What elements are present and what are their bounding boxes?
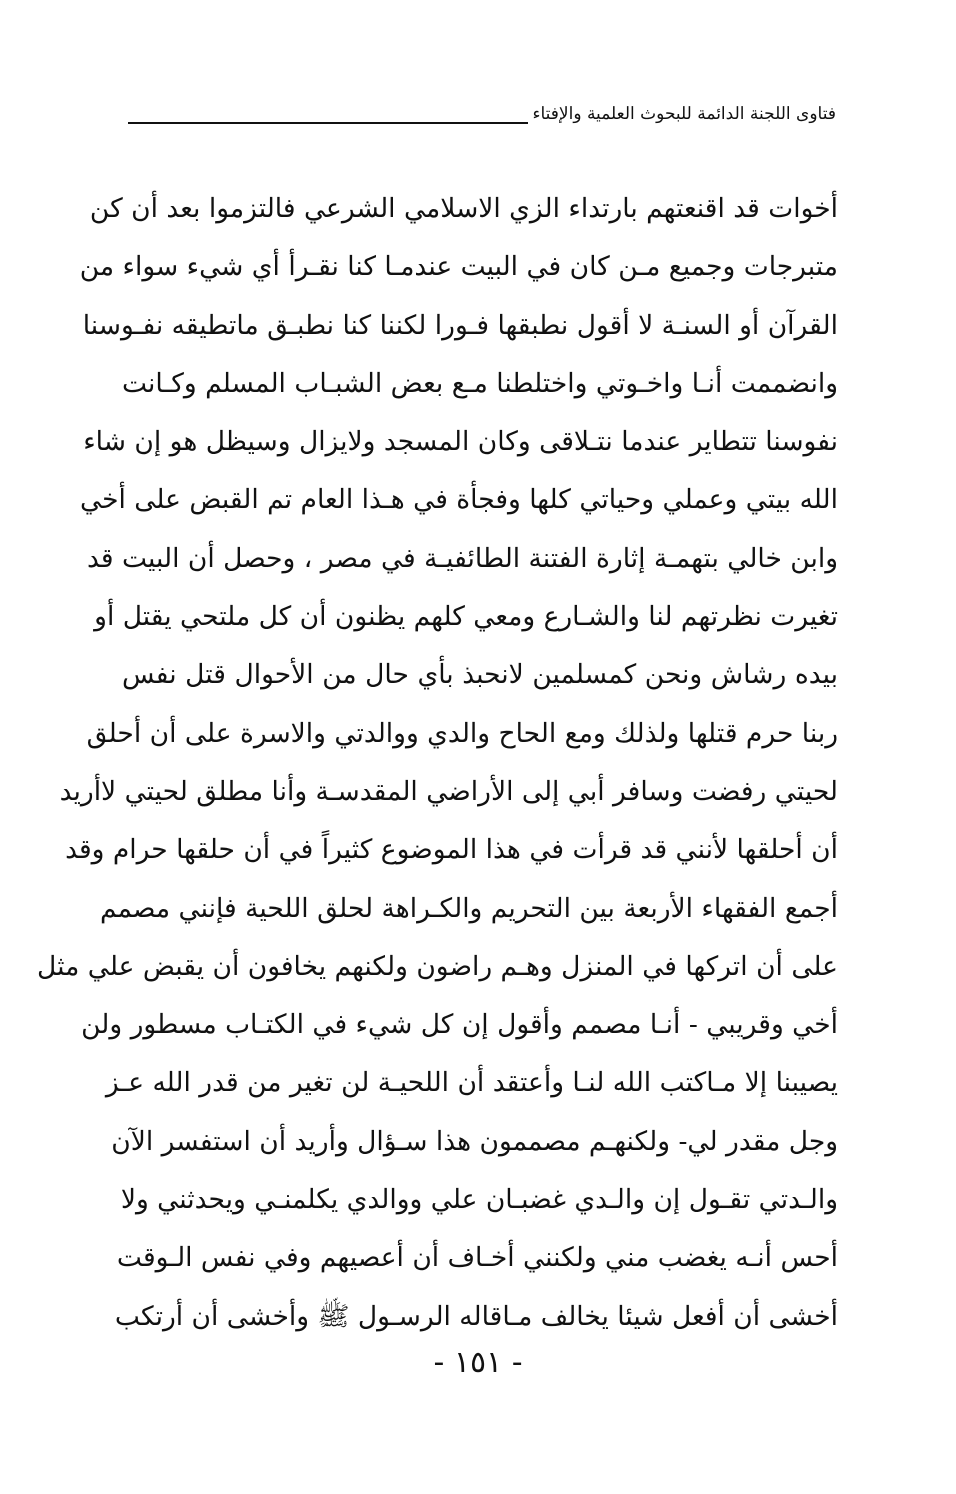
text-line: متبرجات وجميع مـن كان في البيت عندمـا كنا نقـرأ أي شيء سواء من <box>79 251 838 283</box>
running-header <box>128 98 836 132</box>
header-rule <box>128 122 528 124</box>
text-line: والـدتي تقـول إن والـدي غضبـان علي ووالدي يكلمنـي ويحدثني ولا <box>120 1184 838 1216</box>
text-line: أجمع الفقهاء الأربعة بين التحريم والكـراهة لحلق اللحية فإنني مصمم <box>99 892 838 924</box>
page-number: - ١٥١ - <box>433 1345 523 1380</box>
text-line: وانضممت أنـا واخـوتي واختلطنا مـع بعض الشبـاب المسلم وكـانت <box>122 367 838 399</box>
text-line: وابن خالي بتهمـة إثارة الفتنة الطائفيـة في مصر ، وحصل أن البيت قد <box>86 542 838 574</box>
text-line: على أن اتركها في المنزل وهـم راضون ولكنهم يخافون أن يقبض علي مثل <box>37 950 838 982</box>
text-line: أخشى أن أفعل شيئا يخالف مـاقاله الرسـول ﷺ وأخشى أن أرتكب <box>114 1300 838 1332</box>
text-line: تغيرت نظرتهم لنا والشـارع ومعي كلهم يظنون أن كل ملتحي يقتل أو <box>94 601 838 633</box>
text-line: أحس أنـه يغضب مني ولكنني أخـاف أن أعصيهم وفي نفس الـوقت <box>116 1242 838 1274</box>
text-line: نفوسنا تتطاير عندما نتـلاقى وكان المسجد ولايزال وسيظل هو إن شاء <box>83 426 838 458</box>
header-title: فتاوى اللجنة الدائمة للبحوث العلمية والإفتاء <box>532 104 836 124</box>
text-line: وجل مقدر لي- ولكنهـم مصممون هذا سـؤال وأريد أن استفسر الآن <box>111 1125 838 1157</box>
text-line: بيده رشاش ونحن كمسلمين لانحبذ بأي حال من الأحوال قتل نفس <box>122 659 838 691</box>
text-line: أن أحلقها لأنني قد قرأت في هذا الموضوع كثيراً في أن حلقها حرام وقد <box>65 834 838 866</box>
body-text <box>37 180 838 1346</box>
text-line: لحيتي رفضت وسافر أبي إلى الأراضي المقدسـة وأنا مطلق لحيتي لاأريد <box>59 775 838 807</box>
text-line: القرآن أو السنـة لا أقول نطبقها فـورا لكننا كنا نطبـق ماتطيقه نفـوسنا <box>82 309 838 341</box>
text-line: ربنا حرم قتلها ولذلك ومع الحاح والدي ووالدتي والاسرة على أن أحلق <box>86 717 838 749</box>
text-line: يصيبنا إلا مـاكتب الله لنـا وأعتقد أن اللحيـة لن تغير من قدر الله عـز <box>105 1067 838 1099</box>
text-line: أخي وقريبي - أنـا مصمم وأقول إن كل شيء في الكتـاب مسطور ولن <box>81 1009 838 1041</box>
text-line: الله بيتي وعملي وحياتي كلها وفجأة في هـذا العام تم القبض على أخي <box>80 484 838 516</box>
text-line: أخوات قد اقنعتهم بارتداء الزي الاسلامي الشرعي فالتزموا بعد أن كن <box>89 193 838 224</box>
